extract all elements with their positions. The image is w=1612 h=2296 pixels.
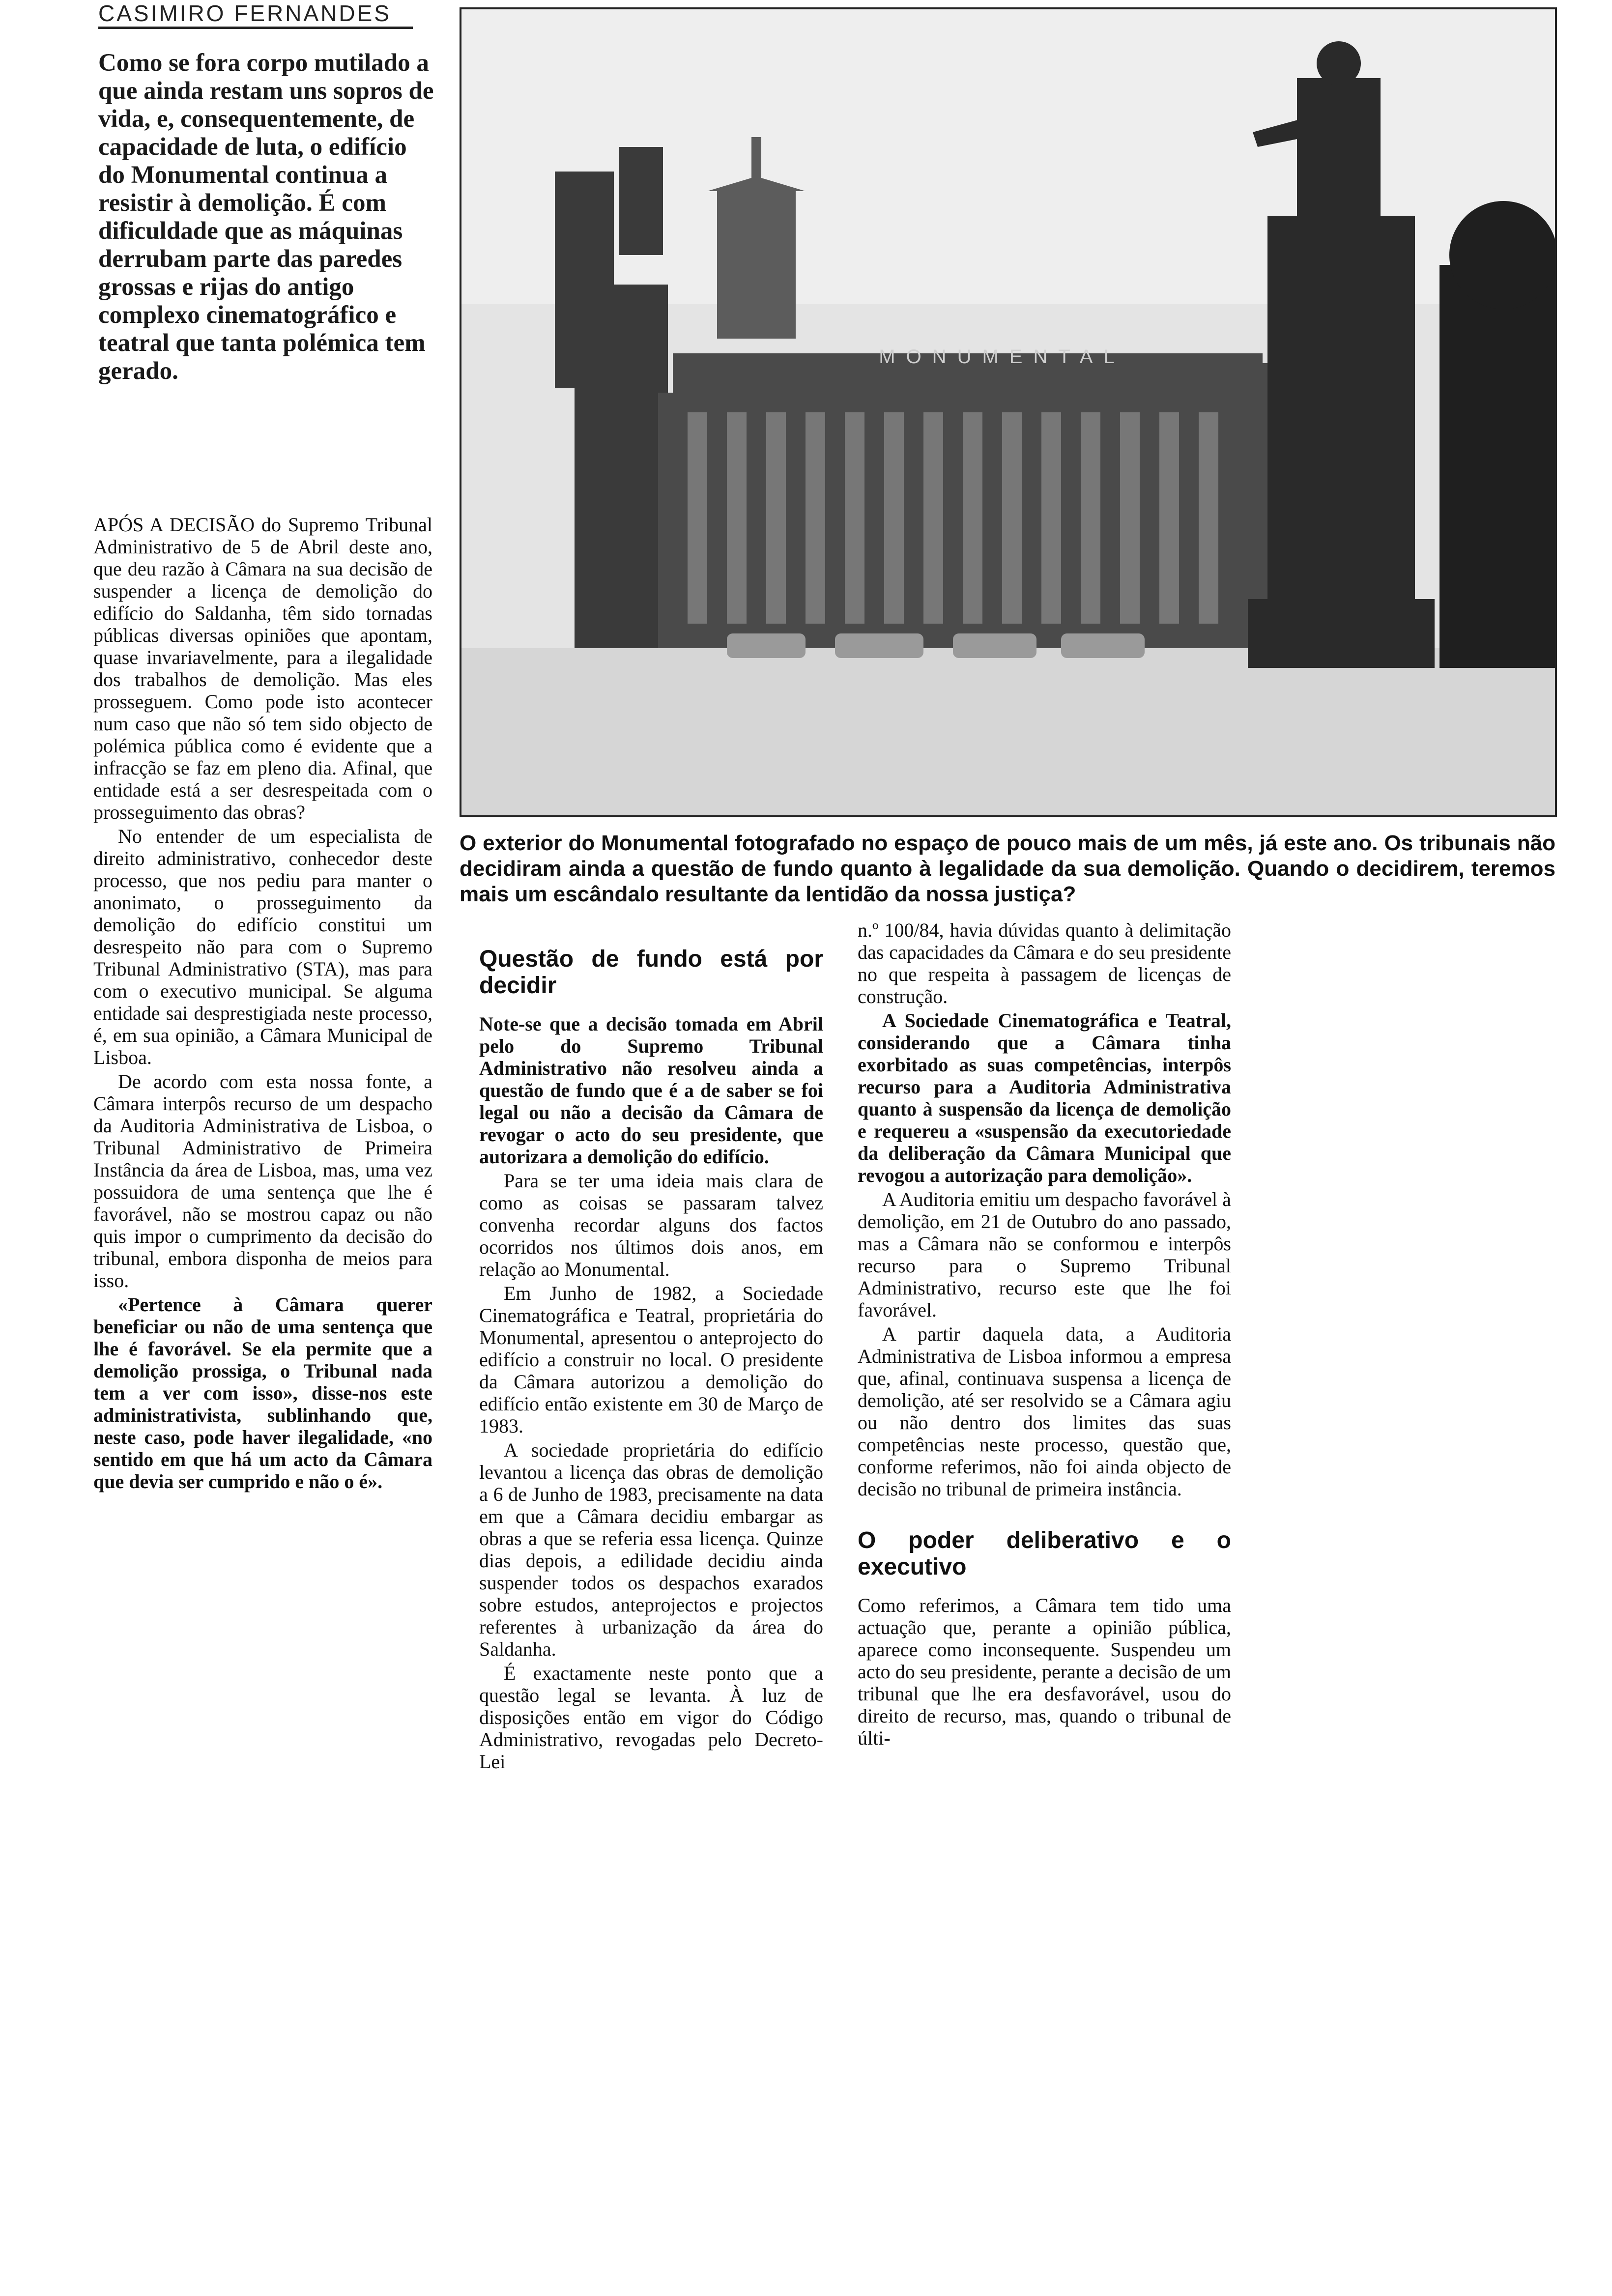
lead-text: Como se fora corpo mutilado a que ainda restam uns sopros de vida, e, consequentemente, de capacidade de luta, o edifício do Monumental continua a resistir à demolição. É com dificuldade que as máquinas derrubam parte das paredes grossas e rijas do antigo complexo cinematográfico e teatral que tanta polémica tem gerado. [98, 49, 434, 385]
col1-paragraph-2: No entender de um especialista de direito administrativo, conhecedor deste processo, que nos pediu para manter o anonimato, o prosseguimento da demolição do edifício constitui um desrespeito não para com o Supremo Tribunal Administrativo (STA), mas para com o executivo municipal. Se alguma entidade sai desprestigiada neste processo, é, em sua opinião, a Câmara Municipal de Lisboa. [93, 825, 432, 1068]
monumental-photo [460, 7, 1557, 817]
subheading-poder-deliberativo: O poder deliberativo e o executivo [858, 1527, 1231, 1580]
col3-paragraph-5: Como referimos, a Câmara tem tido uma actuação que, perante a opinião pública, aparece como inconsequente. Suspendeu um acto do seu presidente, perante a decisão de um tribunal que lhe era desfavorável, usou do direito de recurso, mas, quando o tribunal de últi- [858, 1594, 1231, 1749]
col3-paragraph-1: n.º 100/84, havia dúvidas quanto à delimitação das capacidades da Câmara e do seu presidente no que respeita à passagem de licenças de construção. [858, 919, 1231, 1007]
col2-paragraph-2: Para se ter uma ideia mais clara de como as coisas se passaram talvez convenha recordar alguns dos factos ocorridos nos últimos dois anos, em relação ao Monumental. [479, 1170, 823, 1280]
col1-paragraph-3: De acordo com esta nossa fonte, a Câmara interpôs recurso de um despacho da Auditoria Administrativa de Lisboa, o Tribunal Administrativo de Primeira Instância da área de Lisboa, mas, uma vez possuidora de uma sentença que lhe é favorável, não se mostrou capaz ou não quis impor o cumprimento da decisão do tribunal, embora disponha de meios para isso. [93, 1070, 432, 1292]
column-3 [858, 919, 1231, 1751]
col2-paragraph-4: A sociedade proprietária do edifício levantou a licença das obras de demolição a 6 de Junho de 1983, precisamente na data em que a Câmara decidiu embargar as obras a que se referia essa licença. Quinze dias depois, a edilidade decidiu ainda suspender todos os despachos exarados sobre estudos, anteprojectos e projectos referentes à urbanização da área do Saldanha. [479, 1439, 823, 1660]
column-1 [93, 514, 432, 1494]
byline: CASIMIRO FERNANDES [98, 0, 413, 29]
subheading-questao-de-fundo: Questão de fundo está por decidir [479, 946, 823, 999]
col3-paragraph-4: A partir daquela data, a Auditoria Administrativa de Lisboa informou a empresa que, afinal, continuava suspensa a licença de demolição, até ser resolvido se a Câmara agiu ou não dentro dos limites das suas competências neste processo, questão que, conforme referimos, não foi ainda objecto de decisão no tribunal de primeira instância. [858, 1323, 1231, 1500]
facade-sign: MONUMENTAL [879, 346, 1125, 368]
photo-caption: O exterior do Monumental fotografado no espaço de pouco mais de um mês, já este ano. Os tribunais não decidiram ainda a questão de fundo quanto à legalidade da sua demolição. Quando o decidirem, teremos mais um escândalo resultante da lentidão da nossa justiça? [460, 831, 1555, 906]
lead-paragraph [98, 49, 437, 385]
col1-paragraph-1: APÓS A DECISÃO do Supremo Tribunal Administrativo de 5 de Abril deste ano, que deu razão à Câmara na sua decisão de suspender a licença de demolição do edifício do Saldanha, têm sido tornadas públicas diversas opiniões que apontam, quase invariavelmente, para a ilegalidade dos trabalhos de demolição. Mas eles prosseguem. Como pode isto acontecer num caso que não só tem sido objecto de polémica pública como é evidente que a infracção se faz em pleno dia. Afinal, que entidade está a ser desrespeitada com o prosseguimento das obras? [93, 514, 432, 823]
col2-paragraph-5: É exactamente neste ponto que a questão legal se levanta. À luz de disposições então em vigor do Código Administrativo, revogadas pelo Decreto-Lei [479, 1662, 823, 1773]
col2-paragraph-3: Em Junho de 1982, a Sociedade Cinematográfica e Teatral, proprietária do Monumental, apresentou o anteprojecto do edifício a construir no local. O presidente da Câmara autorizou a demolição do edifício então existente em 30 de Março de 1983. [479, 1282, 823, 1437]
col2-paragraph-1: Note-se que a decisão tomada em Abril pelo do Supremo Tribunal Administrativo não resolveu ainda a questão de fundo que é a de saber se foi legal ou não a decisão da Câmara de revogar o acto do seu presidente, que autorizara a demolição do edifício. [479, 1013, 823, 1168]
column-2 [479, 946, 823, 1775]
col1-paragraph-4: «Pertence à Câmara querer beneficiar ou não de uma sentença que lhe é favorável. Se ela permite que a demolição prossiga, o Tribunal nada tem a ver com isso», disse-nos este administrativista, sublinhando que, neste caso, pode haver ilegalidade, «no sentido em que há um acto da Câmara que devia ser cumprido e não o é». [93, 1293, 432, 1492]
col3-paragraph-3: A Auditoria emitiu um despacho favorável à demolição, em 21 de Outubro do ano passado, mas a Câmara não se conformou e interpôs recurso para o Supremo Tribunal Administrativo, recurso este que lhe foi favorável. [858, 1188, 1231, 1321]
col3-paragraph-2: A Sociedade Cinematográfica e Teatral, considerando que a Câmara tinha exorbitado as suas competências, interpôs recurso para a Auditoria Administrativa quanto à suspensão da licença de demolição e requereu a «suspensão da executoriedade da deliberação da Câmara Municipal que revogou a autorização para demolição». [858, 1009, 1231, 1186]
